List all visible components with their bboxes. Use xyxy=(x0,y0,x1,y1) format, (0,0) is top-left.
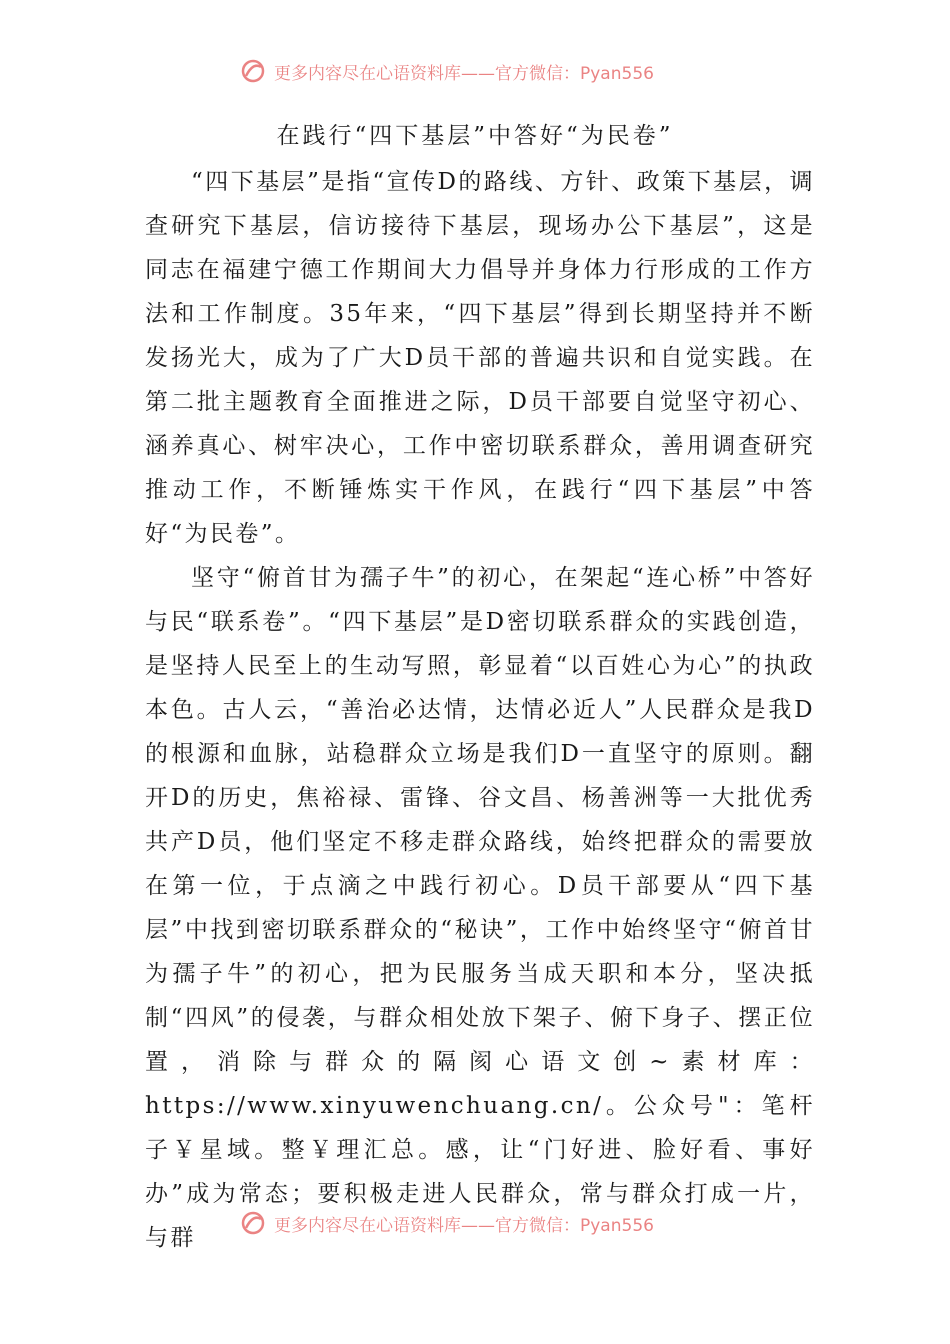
watermark-text: 更多内容尽在心语资料库——官方微信：Pyan556 xyxy=(274,1215,654,1236)
watermark-header xyxy=(240,58,760,84)
document-body xyxy=(145,160,815,1260)
watermark-footer xyxy=(240,1210,760,1236)
paragraph-connection: 坚守“俯首甘为孺子牛”的初心，在架起“连心桥”中答好与民“联系卷”。“四下基层”是D密切联系群众的实践创造，是坚持人民至上的生动写照，彰显着“以百姓心为心”的执政本色。古人云，“善治必达情，达情必近人”人民群众是我D的根源和血脉，站稳群众立场是我们D一直坚守的原则。翻开D的历史，焦裕禄、雷锋、谷文昌、杨善洲等一大批优秀共产D员，他们坚定不移走群众路线，始终把群众的需要放在第一位，于点滴之中践行初心。D员干部要从“四下基层”中找到密切联系群众的“秘诀”，工作中始终坚守“俯首甘为孺子牛”的初心，把为民服务当成天职和本分，坚决抵制“四风”的侵袭，与群众相处放下架子、俯下身子、摆正位置，消除与群众的隔阂心语文创~素材库：https://www.xinyuwenchuang.cn/。公众号"：笔杆子￥星域。整￥理汇总。感，让“门好进、脸好看、事好办”成为常态；要积极走进人民群众，常与群众打成一片，与群 xyxy=(145,565,815,1251)
watermark-text: 更多内容尽在心语资料库——官方微信：Pyan556 xyxy=(274,63,654,84)
document-title: 在践行“四下基层”中答好“为民卷” xyxy=(276,123,674,149)
logo-icon xyxy=(240,58,266,84)
logo-icon xyxy=(240,1210,266,1236)
paragraph-intro: “四下基层”是指“宣传D的路线、方针、政策下基层，调查研究下基层，信访接待下基层，现场办公下基层”，这是同志在福建宁德工作期间大力倡导并身体力行形成的工作方法和工作制度。35年来，“四下基层”得到长期坚持并不断发扬光大，成为了广大D员干部的普遍共识和自觉实践。在第二批主题教育全面推进之际，D员干部要自觉坚守初心、涵养真心、树牢决心，工作中密切联系群众，善用调查研究推动工作，不断锤炼实干作风，在践行“四下基层”中答好“为民卷”。 xyxy=(145,169,815,547)
